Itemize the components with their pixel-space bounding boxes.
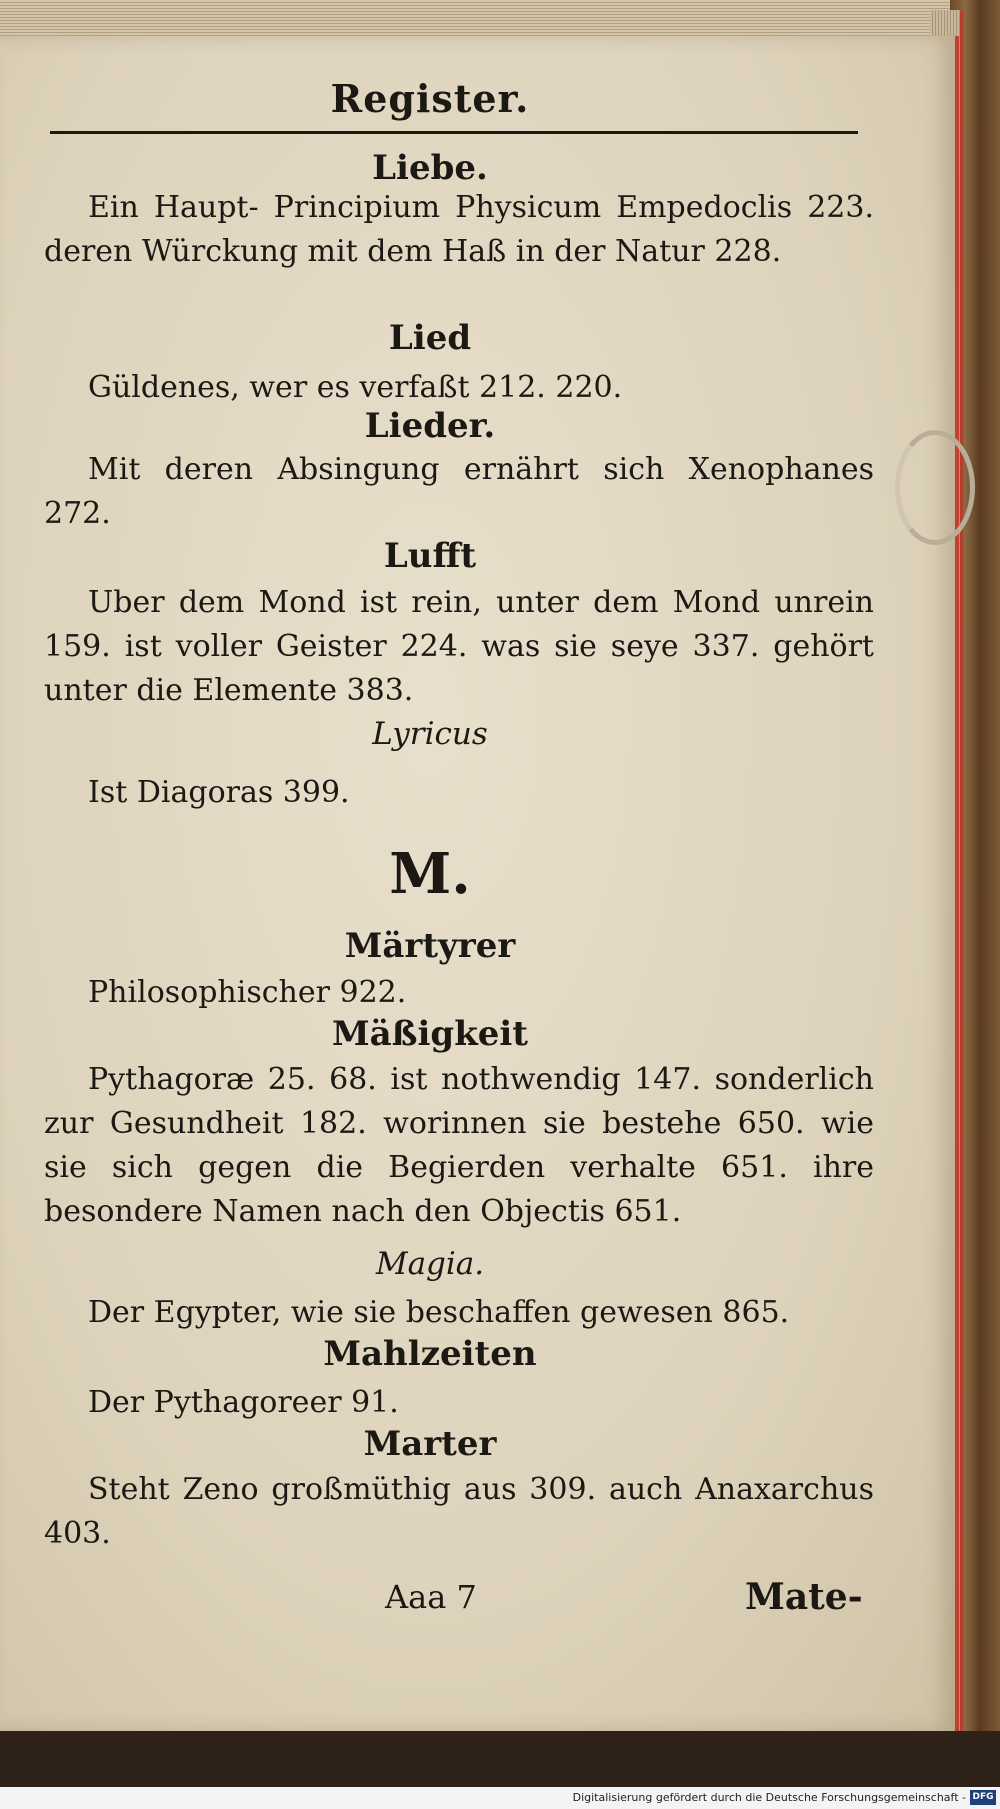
entry-lyricus: Ist Diagoras 399.: [88, 775, 350, 810]
entry-liebe: Ein Haupt- Principium Physicum Empedoclis 223. deren Würckung mit dem Haß in der Natur 228.: [44, 190, 874, 269]
headword-mahlzeiten: Mahlzeiten: [323, 1334, 537, 1374]
scan-bottom-edge: [0, 1731, 1000, 1787]
entry-lieder: Mit deren Absingung ernährt sich Xenophanes 272.: [44, 452, 874, 531]
entry-maertyrer: Philosophischer 922.: [88, 975, 407, 1010]
footer-credit: Digitalisierung gefördert durch die Deutsche Forschungsgemeinschaft -: [572, 1791, 966, 1804]
headword-lufft: Lufft: [383, 536, 477, 576]
entry-maessigkeit: Pythagoræ 25. 68. ist nothwendig 147. sonderlich zur Gesundheit 182. worinnen sie bestehe 650. wie sie sich gegen die Begierden verhalte 651. ihre besondere Namen nach den Objectis 651.: [44, 1062, 874, 1229]
headword-liebe: Liebe.: [372, 148, 488, 188]
headword-maertyrer: Märtyrer: [344, 926, 516, 966]
page-content: [0, 36, 955, 1731]
footer-bar: [0, 1787, 1000, 1809]
section-letter-m: M.: [389, 841, 471, 907]
page-edges-top: [0, 0, 960, 40]
entry-lied: Güldenes, wer es verfaßt 212. 220.: [88, 370, 623, 405]
headword-lieder: Lieder.: [364, 406, 496, 446]
headword-lyricus: Lyricus: [372, 716, 488, 752]
entry-magia: Der Egypter, wie sie beschaffen gewesen 865.: [88, 1295, 790, 1330]
book-page: [0, 36, 959, 1731]
headword-magia: Magia.: [375, 1246, 485, 1282]
dfg-logo: DFG: [970, 1790, 996, 1805]
entry-marter: Steht Zeno großmüthig aus 309. auch Anaxarchus 403.: [44, 1472, 874, 1551]
page-clip-ring: [895, 430, 975, 545]
catchword: Mate-: [745, 1576, 863, 1618]
head-rule: [50, 131, 858, 134]
entry-lufft: Uber dem Mond ist rein, unter dem Mond unrein 159. ist voller Geister 224. was sie seye 337. gehört unter die Elemente 383.: [44, 585, 874, 708]
headword-lied: Lied: [388, 318, 472, 358]
headword-maessigkeit: Mäßigkeit: [332, 1014, 528, 1054]
signature-mark: Aaa 7: [385, 1578, 477, 1616]
headword-marter: Marter: [363, 1424, 497, 1464]
running-head: Register.: [330, 76, 530, 121]
entry-mahlzeiten: Der Pythagoreer 91.: [88, 1385, 399, 1420]
